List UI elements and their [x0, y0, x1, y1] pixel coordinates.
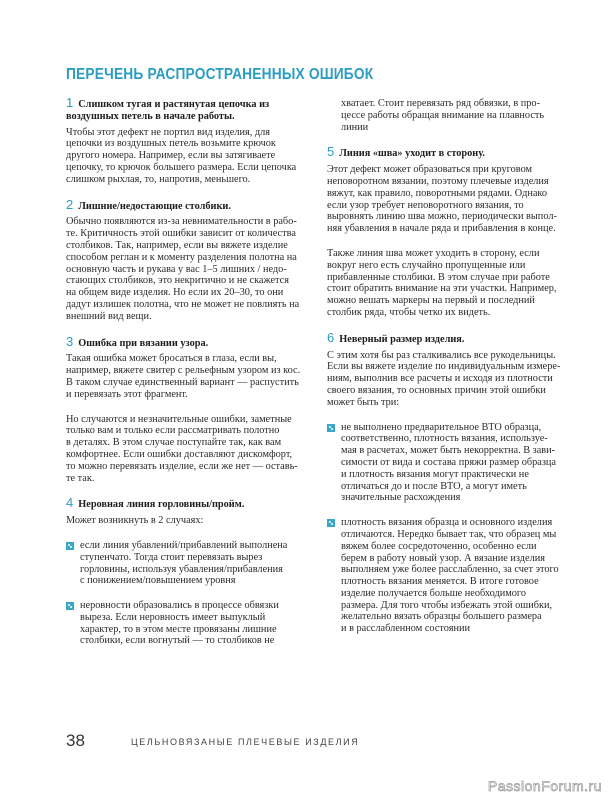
text-line [341, 576, 593, 588]
text-line [80, 552, 312, 564]
bullet-square-icon [66, 542, 74, 550]
text-line-content: на общем виде изделия. Но если их 20–30, то они [66, 287, 284, 299]
text-line [66, 252, 312, 264]
text-line [66, 353, 312, 365]
text-line [327, 350, 593, 362]
text-line-content: Ошибка при вязании узора. [78, 337, 209, 349]
section-number: 6 [327, 329, 335, 345]
text-line [341, 611, 593, 623]
text-line-content: выровнять линию шва можно, периодически выпол- [327, 211, 557, 223]
text-line [66, 473, 312, 485]
text-line-content: выполняем уже более расслабленно, за счет этого [341, 564, 559, 576]
text-line [327, 361, 593, 373]
text-line [66, 437, 312, 449]
text-line-content: ниям, выполнив все расчеты и исходя из плотности [327, 373, 553, 385]
paragraph [327, 164, 593, 235]
text-line-content: Также линия шва может уходить в сторону, если [327, 247, 540, 259]
text-line-content: С этим хотя бы раз сталкивались все рукодельницы. [327, 349, 556, 361]
text-line [66, 333, 312, 350]
text-line-content: Может возникнуть в 2 случаях: [66, 515, 204, 527]
text-line-content: симости от вида и состава пряжи размер образца [341, 456, 556, 468]
text-line-content: В таком случае единственный вариант — распустить [66, 376, 299, 388]
text-line [66, 414, 312, 426]
text-line [341, 492, 593, 504]
text-line [66, 216, 312, 228]
text-line-content: воздушных петель в начале работы. [66, 110, 235, 122]
text-line-content: плотность вязания образца и основного изделия [341, 517, 553, 529]
text-line [341, 469, 593, 481]
bullet-item [66, 540, 312, 587]
text-line [66, 111, 312, 123]
text-line-content: и перевязать этот фрагмент. [66, 388, 188, 400]
text-line-content: Слишком тугая и растянутая цепочка из [78, 99, 270, 110]
text-line-content: другого номера. Например, если вы затягиваете [66, 150, 276, 162]
text-line-content: то можно перевязать изделие, если же нет — оставь- [66, 460, 298, 472]
text-line-content: Неверный размер изделия. [339, 333, 465, 345]
text-line [327, 329, 593, 346]
text-line-content: ступенчато. Тогда стоит перевязать вырез [80, 551, 263, 563]
text-line [66, 377, 312, 389]
text-line-content: Линия «шва» уходит в сторону. [339, 148, 485, 160]
text-line [66, 264, 312, 276]
text-line [66, 240, 312, 252]
text-line-content: столбик ряда, чтобы четко их видеть. [327, 306, 491, 318]
text-line-content: горловины, используя убавления/прибавления [80, 563, 283, 575]
text-line-content: вяжем более сосредоточенно, особенно если [341, 540, 537, 552]
section-number: 5 [327, 144, 335, 160]
text-line [327, 164, 593, 176]
paragraph [327, 350, 593, 409]
text-line-content: и в расслабленном состоянии [341, 623, 470, 635]
text-line-content: цепочку, то крючок большего размера. Если цепочка [66, 161, 297, 173]
text-line [341, 433, 593, 445]
text-line [66, 138, 312, 150]
text-line [341, 564, 593, 576]
text-line [341, 98, 593, 110]
text-line [341, 529, 593, 541]
text-line-content: в деталях. В этом случае поступайте так, как вам [66, 437, 282, 449]
text-line [66, 287, 312, 299]
text-line-content: Обычно появляются из-за невнимательности в рабо- [66, 216, 297, 228]
text-line-content: линии [341, 121, 369, 133]
text-line [341, 122, 593, 134]
text-line [327, 188, 593, 200]
text-line [341, 457, 593, 469]
text-line-content: Такая ошибка может бросаться в глаза, если вы, [66, 353, 277, 365]
text-line [80, 635, 312, 647]
text-line-content: соответственно, плотность вязания, используе- [341, 433, 548, 445]
text-line [341, 422, 593, 434]
text-line-content: слишком рыхлая, то, напротив, меньшего. [66, 173, 251, 185]
right-column [327, 98, 593, 648]
paragraph [66, 127, 312, 186]
text-line-content: характер, то в этом месте провязаны лишние [80, 623, 277, 635]
text-line [327, 223, 593, 235]
text-line [66, 497, 312, 511]
text-line-content: можно вешать маркеры на первый и последний [327, 295, 535, 307]
text-line-content: Если вы вяжете изделие по индивидуальным измере- [327, 361, 561, 373]
text-line-content: вокруг него есть случайно пропущенные или [327, 259, 526, 271]
text-line [341, 110, 593, 122]
text-line-content: выреза. Если неровность имеет выпуклый [80, 611, 266, 623]
text-line [341, 600, 593, 612]
text-line-content: значительные расхождения [341, 492, 461, 504]
text-line-content: отличаются. Нередко бывает так, что образец мы [341, 528, 557, 540]
text-line-content: с понижением/повышением уровня [80, 575, 236, 587]
text-line [80, 564, 312, 576]
text-line-content: няя убавления в начале ряда и прибавления в конце. [327, 223, 556, 235]
text-line [327, 146, 593, 160]
bullet-square-icon [327, 519, 335, 527]
text-line [327, 248, 593, 260]
section-number: 3 [66, 333, 74, 349]
text-line [327, 211, 593, 223]
text-line-content: может быть три: [327, 396, 400, 408]
section-heading [327, 146, 593, 160]
running-title: ЦЕЛЬНОВЯЗАНЫЕ ПЛЕЧЕВЫЕ ИЗДЕЛИЯ [131, 737, 360, 747]
text-line [80, 600, 312, 612]
text-line [66, 365, 312, 377]
text-line [66, 461, 312, 473]
section-heading [66, 333, 312, 350]
text-line-content: способом реглан и к моменту разделения полотна на [66, 251, 297, 263]
text-line [327, 373, 593, 385]
text-line [66, 174, 312, 186]
text-line-content: если узор требует неповоротного вязания, то [327, 199, 524, 211]
bullet-square-icon [327, 424, 335, 432]
paragraph [66, 216, 312, 322]
text-line-content: берем в работу новый узор. А вязание изделия [341, 552, 545, 564]
text-line [80, 575, 312, 587]
text-line [341, 623, 593, 635]
text-line-content: не выполнено предварительное ВТО образца, [341, 421, 542, 433]
text-line [66, 97, 312, 111]
text-line [66, 389, 312, 401]
section-heading [66, 97, 312, 123]
bullet-item [327, 517, 593, 635]
text-line [66, 515, 312, 527]
section-heading [66, 196, 312, 213]
text-line-content: размера. Для того чтобы избежать этой ошибки, [341, 599, 553, 611]
text-line-content: мая в расчетах, может быть некорректна. В зави- [341, 445, 556, 457]
text-line-content: те. Критичность этой ошибки зависит от количества [66, 228, 296, 240]
text-line-content: Неровная линия горловины/пройм. [78, 499, 245, 511]
bullet-item [66, 600, 312, 647]
left-column [66, 97, 312, 660]
text-line [327, 260, 593, 272]
text-line-content: внешний вид вещи. [66, 310, 152, 322]
text-line [66, 228, 312, 240]
text-line [66, 275, 312, 287]
section-heading [66, 497, 312, 511]
text-line [327, 295, 593, 307]
text-line-content: своего вязания, то основных причин этой ошибки [327, 384, 546, 396]
text-line-content: неповоротном вязании, поэтому плечевые изделия [327, 175, 549, 187]
text-line [341, 541, 593, 553]
text-line-content: отличаться до и после ВТО, а могут иметь [341, 480, 527, 492]
paragraph [66, 353, 312, 400]
text-line-content: столбики, если вогнутый — то столбиков не [80, 635, 275, 647]
section-heading [327, 329, 593, 346]
text-line-content: только вам и только если рассматривать полотно [66, 425, 280, 437]
watermark: PassionForum.ru [487, 778, 602, 794]
text-line [341, 445, 593, 457]
text-line-content: если линия убавлений/прибавлений выполнена [80, 539, 288, 551]
paragraph [327, 98, 593, 133]
section-number: 4 [66, 495, 74, 511]
text-line [66, 449, 312, 461]
text-line [341, 588, 593, 600]
bullet-square-icon [66, 602, 74, 610]
text-line [327, 307, 593, 319]
text-line [327, 283, 593, 295]
section-number: 1 [66, 95, 74, 110]
text-line [341, 553, 593, 565]
text-line-content: цепочки из воздушных петель возьмите крючок [66, 138, 276, 150]
page-number: 38 [66, 731, 85, 750]
text-line [66, 425, 312, 437]
text-line [327, 200, 593, 212]
text-line [80, 540, 312, 552]
text-line-content: столбиков. Так, например, если вы вяжете изделие [66, 239, 288, 251]
paragraph [66, 515, 312, 527]
text-line [66, 196, 312, 213]
text-line-content: Чтобы этот дефект не портил вид изделия, для [66, 126, 271, 138]
text-line-content: стоит обратить внимание на эти участки. Например, [327, 283, 557, 295]
text-line-content: цессе работы обращая внимание на плавность [341, 109, 545, 121]
text-line-content: например, вяжете свитер с рельефным узором из кос. [66, 365, 301, 377]
text-line-content: изделие получается больше необходимого [341, 587, 527, 599]
text-line [80, 624, 312, 636]
section-number: 2 [66, 196, 74, 212]
text-line-content: Но случаются и незначительные ошибки, заметные [66, 413, 292, 425]
text-line-content: основную часть и рукава у вас 1–5 лишних / недо- [66, 263, 287, 275]
text-line-content: Лишние/недостающие столбики. [78, 200, 231, 212]
text-line [80, 612, 312, 624]
text-line [66, 162, 312, 174]
text-line-content: стающих столбиков, это некритично и не скажется [66, 275, 289, 287]
text-line [341, 481, 593, 493]
text-line-content: Этот дефект может образоваться при круговом [327, 164, 533, 176]
paragraph [327, 248, 593, 319]
text-line [327, 397, 593, 409]
text-line [66, 127, 312, 139]
text-line-content: неровности образовались в процессе обвязки [80, 600, 279, 612]
text-line [341, 517, 593, 529]
page-title: ПЕРЕЧЕНЬ РАСПРОСТРАНЕННЫХ ОШИБОК [66, 66, 374, 83]
text-line [66, 150, 312, 162]
text-line-content: плотность вязания меняется. В итоге готовое [341, 576, 539, 588]
text-line-content: и плотность вязания могут практически не [341, 468, 529, 480]
text-line-content: прибавленные столбики. В этом случае при работе [327, 271, 550, 283]
text-line-content: комфортнее. Если ошибки доставляют дискомфорт, [66, 448, 293, 460]
bullet-item [327, 422, 593, 505]
text-line-content: те так. [66, 472, 95, 484]
text-line [66, 311, 312, 323]
text-line-content: желательно вязать образцы большего размера [341, 611, 542, 623]
text-line-content: дадут излишек полотна, что не может не повлиять на [66, 298, 300, 310]
text-line [66, 299, 312, 311]
text-line-content: вяжут, как правило, поворотными рядами. Однако [327, 187, 548, 199]
paragraph [66, 414, 312, 485]
text-line [327, 272, 593, 284]
text-line [327, 176, 593, 188]
text-line-content: хватает. Стоит перевязать ряд обвязки, в про- [341, 98, 540, 109]
text-line [327, 385, 593, 397]
